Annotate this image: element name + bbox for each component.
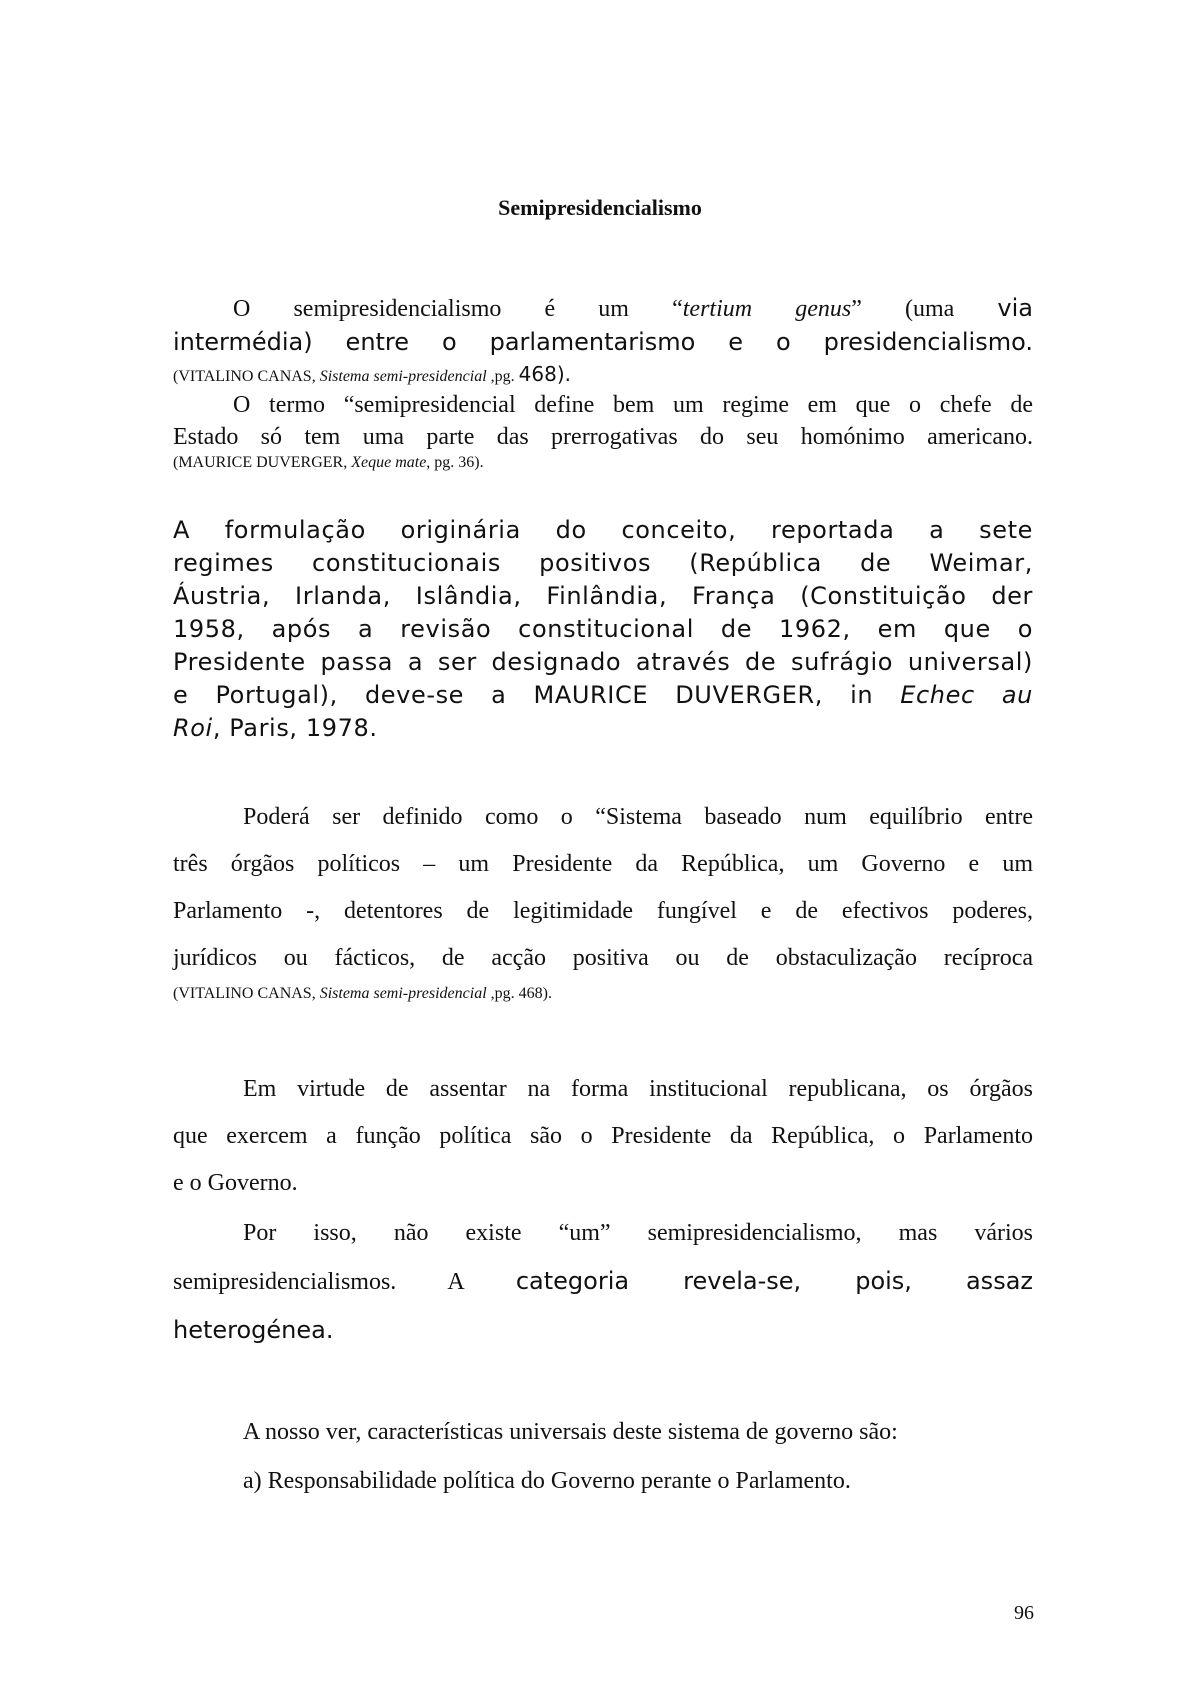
paragraph-line: O termo “semipresidencial define bem um regime em que o chefe de (233, 392, 1033, 418)
text-run: , Paris, 1978. (212, 714, 378, 742)
italic-title: Echec au (900, 681, 1033, 709)
paragraph-definition (173, 294, 1033, 392)
italic-term: tertium genus (682, 296, 852, 322)
text-run: ” (uma (851, 296, 998, 322)
paragraph-line: Estado só tem uma parte das prerrogativas do seu homónimo americano. (173, 424, 1033, 450)
citation (173, 362, 1033, 392)
citation-page: ,pg. 468). (486, 985, 552, 1002)
paragraph-line: heterogénea. (173, 1316, 334, 1344)
paragraph-line: Poderá ser definido como o “Sistema baseado num equilíbrio entre (243, 804, 1033, 830)
paragraph-origin (173, 514, 1033, 745)
citation-page: , pg. 36). (426, 454, 484, 471)
citation-page-number: 468). (518, 362, 571, 386)
paragraph-line: Parlamento -, detentores de legitimidade fungível e de efectivos poderes, (173, 898, 1033, 924)
text-run: e Portugal), deve-se a MAURICE DUVERGER, in (173, 681, 901, 709)
citation-work: Sistema semi-presidencial (319, 985, 487, 1002)
paragraph-line: 1958, após a revisão constitucional de 1962, em que o (173, 615, 1033, 643)
citation (173, 454, 1033, 472)
paragraph-line: que exercem a função política são o Presidente da República, o Parlamento (173, 1123, 1033, 1149)
text-run: via (997, 294, 1033, 322)
paragraph-system-definition (173, 794, 1033, 1006)
paragraph-line: jurídicos ou fácticos, de acção positiva ou de obstaculização recíproca (173, 945, 1033, 971)
list-item: a) Responsabilidade política do Governo perante o Parlamento. (243, 1468, 851, 1494)
paragraph-line: Por isso, não existe “um” semipresidencialismo, mas vários (243, 1220, 1033, 1246)
paragraph-line: intermédia) entre o parlamentarismo e o presidencialismo. (173, 328, 1033, 356)
text-run: semipresidencialismos. A (173, 1269, 516, 1295)
paragraph-heterogeneity (173, 1209, 1033, 1354)
citation-page: ,pg. (486, 368, 519, 385)
paragraph-line: e o Governo. (173, 1170, 298, 1196)
paragraph-line (173, 679, 1033, 712)
paragraph-line: Áustria, Irlanda, Islândia, Finlândia, França (Constituição der (173, 582, 1033, 610)
paragraph-line: regimes constitucionais positivos (República de Weimar, (173, 549, 1033, 577)
citation-author: (MAURICE DUVERGER, (173, 454, 352, 471)
paragraph-line: Em virtude de assentar na forma institucional republicana, os órgãos (243, 1076, 1033, 1102)
text-run: categoria revela-se, pois, assaz (515, 1267, 1033, 1295)
page-title: Semipresidencialismo (498, 195, 702, 220)
paragraph-line: A formulação originária do conceito, reportada a sete (173, 516, 1033, 544)
citation-work: Xeque mate (351, 454, 427, 471)
citation-work: Sistema semi-presidencial (319, 368, 487, 385)
paragraph-line: três órgãos políticos – um Presidente da República, um Governo e um (173, 851, 1033, 877)
paragraph-line: A nosso ver, características universais deste sistema de governo são: (243, 1419, 898, 1445)
paragraph-line: Presidente passa a ser designado através de sufrágio universal) (173, 648, 1033, 676)
paragraph-line (173, 712, 1033, 745)
paragraph-duverger-quote (173, 392, 1033, 472)
citation-author: (VITALINO CANAS, (173, 985, 320, 1002)
citation-author: (VITALINO CANAS, (173, 368, 320, 385)
citation (173, 982, 1033, 1006)
page-number: 96 (1014, 1602, 1034, 1624)
paragraph-characteristics (173, 1408, 1033, 1506)
italic-title: Roi (173, 714, 213, 742)
paragraph-organs (173, 1066, 1033, 1207)
paragraph-line (173, 1257, 1033, 1306)
paragraph-line (173, 294, 1033, 328)
text-run: O semipresidencialismo é um “ (233, 296, 683, 322)
